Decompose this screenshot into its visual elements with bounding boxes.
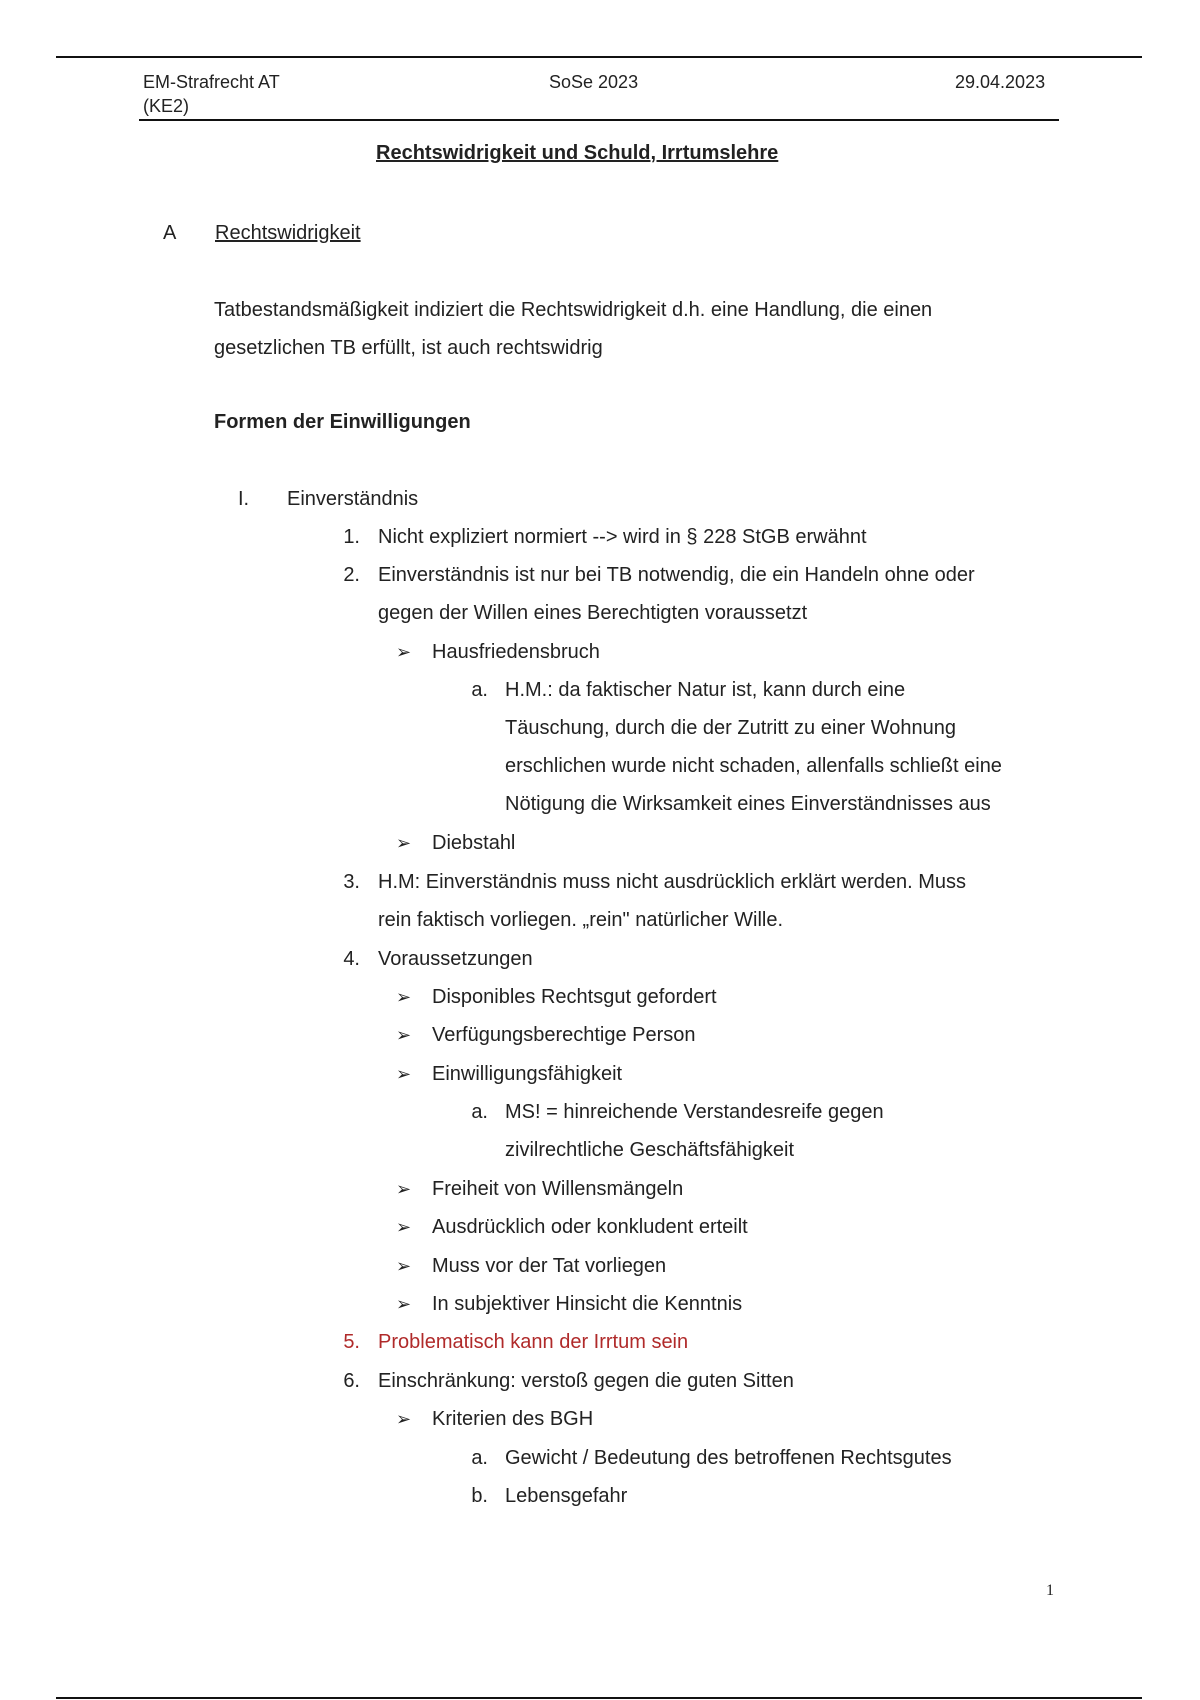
bullet-diebstahl: Diebstahl <box>432 832 516 854</box>
arrow-bullet-icon: ➢ <box>396 1256 412 1276</box>
bullet-ausdruecklich-konkludent: Ausdrücklich oder konkludent erteilt <box>432 1216 748 1238</box>
sub-letter: a. <box>471 1447 488 1469</box>
bullet-kriterien-bgh: Kriterien des BGH <box>432 1408 594 1430</box>
header-course <box>143 70 280 118</box>
item-number: 6. <box>343 1370 360 1392</box>
sub-a-line-3: erschlichen wurde nicht schaden, allenfalls schließt eine <box>505 755 1002 777</box>
arrow-bullet-icon: ➢ <box>396 1064 412 1084</box>
bottom-rule <box>56 1697 1142 1699</box>
arrow-bullet-icon: ➢ <box>396 1217 412 1237</box>
roman-title: Einverständnis <box>287 488 419 510</box>
item-number: 3. <box>343 871 360 893</box>
page-title: Rechtswidrigkeit und Schuld, Irrtumslehre <box>376 142 779 164</box>
item-3-line-2: rein faktisch vorliegen. „rein" natürlicher Wille. <box>378 909 784 931</box>
bullet-disponibles-rechtsgut: Disponibles Rechtsgut gefordert <box>432 986 717 1008</box>
sub-letter: b. <box>471 1485 488 1507</box>
arrow-bullet-icon: ➢ <box>396 1025 412 1045</box>
page-number: 1 <box>1046 1582 1054 1599</box>
header-course-line1: EM-Strafrecht AT <box>143 72 280 92</box>
item-2-line-1: Einverständnis ist nur bei TB notwendig, die ein Handeln ohne oder <box>378 564 975 586</box>
item-2-line-2: gegen der Willen eines Berechtigten voraussetzt <box>378 602 808 624</box>
sub-lebensgefahr: Lebensgefahr <box>505 1485 628 1507</box>
item-6-text: Einschränkung: verstoß gegen die guten Sitten <box>378 1370 794 1392</box>
item-number: 1. <box>343 526 360 548</box>
intro-line-1: Tatbestandsmäßigkeit indiziert die Rechtswidrigkeit d.h. eine Handlung, die einen <box>214 299 933 321</box>
bullet-willensmaengel: Freiheit von Willensmängeln <box>432 1178 684 1200</box>
sub-a-line-2: Täuschung, durch die der Zutritt zu einer Wohnung <box>505 717 956 739</box>
item-1-text: Nicht expliziert normiert --> wird in § 228 StGB erwähnt <box>378 526 867 548</box>
bullet-hausfriedensbruch: Hausfriedensbruch <box>432 641 600 663</box>
sub-ms-line-1: MS! = hinreichende Verstandesreife gegen <box>505 1101 884 1123</box>
arrow-bullet-icon: ➢ <box>396 833 412 853</box>
subheading: Formen der Einwilligungen <box>214 411 471 433</box>
item-4-text: Voraussetzungen <box>378 948 533 970</box>
bullet-subjektive-kenntnis: In subjektiver Hinsicht die Kenntnis <box>432 1293 743 1315</box>
header-date: 29.04.2023 <box>955 72 1046 92</box>
header-course-line2: (KE2) <box>143 96 190 116</box>
bullet-verfuegungsberechtigte-person: Verfügungsberechtige Person <box>432 1024 696 1046</box>
sub-letter: a. <box>471 679 488 701</box>
sub-a-line-4: Nötigung die Wirksamkeit eines Einverständnisses aus <box>505 793 991 815</box>
arrow-bullet-icon: ➢ <box>396 1409 412 1429</box>
arrow-bullet-icon: ➢ <box>396 1294 412 1314</box>
arrow-bullet-icon: ➢ <box>396 1179 412 1199</box>
roman-numeral: I. <box>238 488 250 510</box>
header-rule <box>139 119 1059 121</box>
sub-letter: a. <box>471 1101 488 1123</box>
sub-gewicht: Gewicht / Bedeutung des betroffenen Rechtsgutes <box>505 1447 952 1469</box>
item-number: 2. <box>343 564 360 586</box>
sub-a-line-1: H.M.: da faktischer Natur ist, kann durch eine <box>505 679 906 701</box>
item-5-text: Problematisch kann der Irrtum sein <box>378 1331 689 1353</box>
sub-ms-line-2: zivilrechtliche Geschäftsfähigkeit <box>505 1139 795 1161</box>
item-number: 4. <box>343 948 360 970</box>
arrow-bullet-icon: ➢ <box>396 987 412 1007</box>
arrow-bullet-icon: ➢ <box>396 642 412 662</box>
top-rule <box>56 56 1142 58</box>
bullet-einwilligungsfaehigkeit: Einwilligungsfähigkeit <box>432 1063 623 1085</box>
item-3-line-1: H.M: Einverständnis muss nicht ausdrücklich erklärt werden. Muss <box>378 871 966 893</box>
header-semester: SoSe 2023 <box>549 72 639 92</box>
section-heading: Rechtswidrigkeit <box>215 222 361 244</box>
bullet-vor-der-tat: Muss vor der Tat vorliegen <box>432 1255 667 1277</box>
section-letter: A <box>163 222 177 244</box>
item-number: 5. <box>343 1331 360 1353</box>
intro-line-2: gesetzlichen TB erfüllt, ist auch rechtswidrig <box>214 337 603 359</box>
